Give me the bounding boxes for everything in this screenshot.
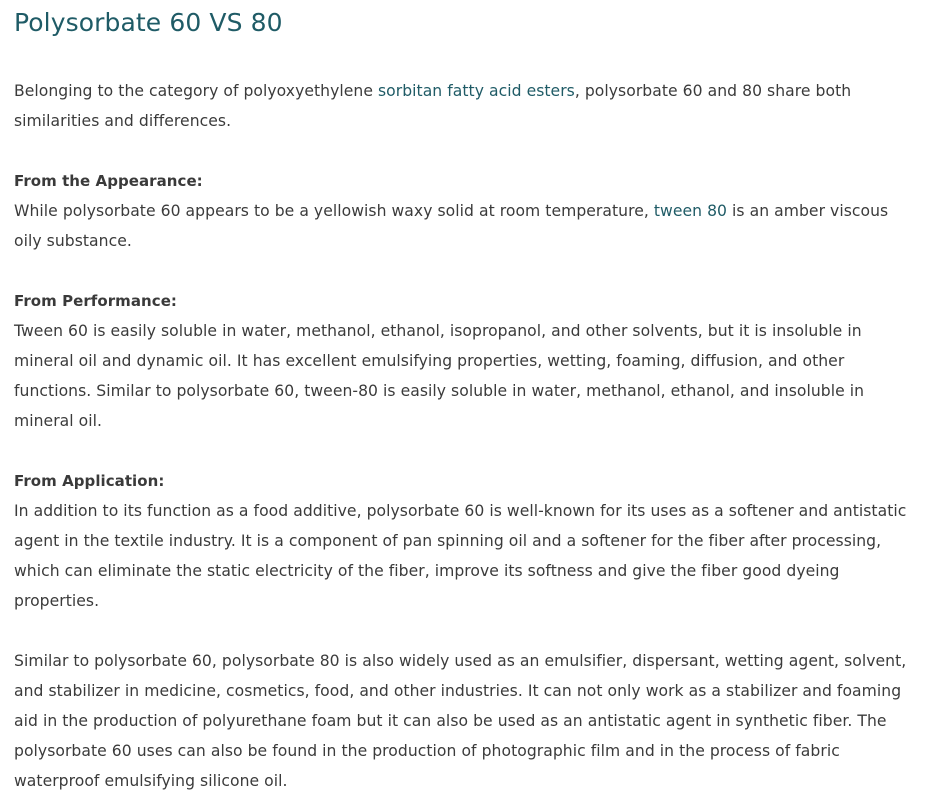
intro-paragraph [14,76,920,136]
page-title: Polysorbate 60 VS 80 [14,8,283,37]
tween-80-link[interactable]: tween 80 [653,202,728,220]
intro-text-2: , polysorbate 60 and 80 share both similarities and differences. [14,82,852,130]
intro-text-1: Belonging to the category of polyoxyethylene [14,82,378,100]
performance-paragraph: Tween 60 is easily soluble in water, methanol, ethanol, isopropanol, and other solvents, but it is insoluble in mineral oil and dynamic oil. It has excellent emulsifying properties, wetting, foaming, diffusion, and other functions. Similar to polysorbate 60, tween-80 is easily soluble in water, methanol, ethanol, and insoluble in mineral oil. [14,322,865,430]
application-paragraph: In addition to its function as a food additive, polysorbate 60 is well-known for its uses as a softener and antistatic agent in the textile industry. It is a component of pan spinning oil and a softener for the fiber after processing, which can eliminate the static electricity of the fiber, improve its softness and give the fiber good dyeing properties. [14,502,907,610]
performance-heading: From Performance: [14,292,177,310]
application-paragraph-2: Similar to polysorbate 60, polysorbate 80 is also widely used as an emulsifier, dispersant, wetting agent, solvent, and stabilizer in medicine, cosmetics, food, and other industries. It can not only work as a stabilizer and foaming aid in the production of polyurethane foam but it can also be used as an antistatic agent in synthetic fiber. The polysorbate 60 uses can also be found in the production of photographic film and in the process of fabric waterproof emulsifying silicone oil. [14,652,907,790]
appearance-paragraph [14,196,920,256]
sorbitan-fatty-acid-esters-link[interactable]: sorbitan fatty acid esters [377,82,575,100]
appearance-heading: From the Appearance: [14,172,203,190]
appearance-text-1: While polysorbate 60 appears to be a yellowish waxy solid at room temperature, [14,202,654,220]
application-heading: From Application: [14,472,165,490]
appearance-text-2: is an amber viscous oily substance. [14,202,889,250]
